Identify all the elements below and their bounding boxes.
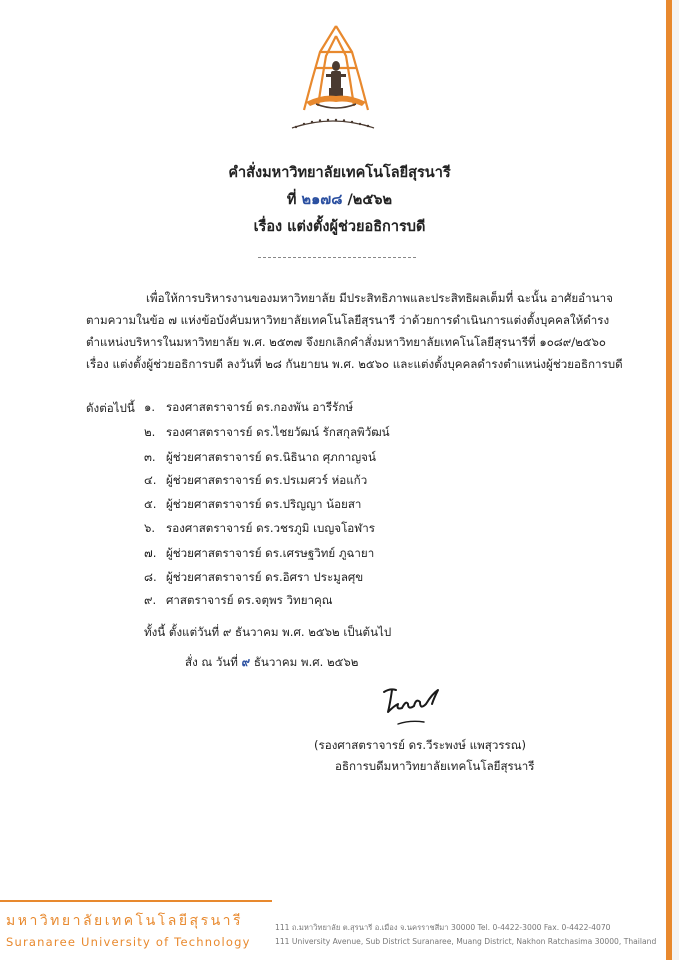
order-number-prefix: ที่ [286,192,297,208]
order-subject: เรื่อง แต่งตั้งผู้ช่วยอธิการบดี [253,219,426,235]
list-item: ๓. ผู้ช่วยศาสตราจารย์ ดร.นิธินาถ ศุภกาญจน์ [144,450,376,464]
footer-divider [0,900,272,902]
list-item: ๔. ผู้ช่วยศาสตราจารย์ ดร.ปรเมศวร์ ห่อแก้ว [144,473,368,487]
list-item: ๙. ศาสตราจารย์ ดร.จตุพร วิทยาคุณ [144,593,333,607]
ordered-prefix: สั่ง ณ วันที่ [185,655,238,669]
footer-address-th: 111 ถ.มหาวิทยาลัย ต.สุรนารี อ.เมือง จ.นครราชสีมา 30000 Tel. 0-4422-3000 Fax. 0-4422-4070 [275,923,611,932]
list-item: ๗. ผู้ช่วยศาสตราจารย์ ดร.เศรษฐวิทย์ ภูฉายา [144,546,375,560]
order-heading: คำสั่งมหาวิทยาลัยเทคโนโลยีสุรนารี [228,165,451,181]
body-line: ดังต่อไปนี้ [86,401,135,415]
signer-name: (รองศาสตราจารย์ ดร.วีระพงษ์ แพสุวรรณ) [314,738,527,752]
order-number-line [0,188,679,211]
body-line: ตามความในข้อ ๗ แห่งข้อบังคับมหาวิทยาลัยเทคโนโลยีสุรนารี ว่าด้วยการดำเนินการแต่งตั้งบุคคลให้ดำรง [86,313,610,327]
heading-divider [258,257,416,258]
footer-university-name-th: มหาวิทยาลัยเทคโนโลยีสุรนารี [6,913,244,929]
signer-title: อธิการบดีมหาวิทยาลัยเทคโนโลยีสุรนารี [335,759,535,773]
body-line: เรื่อง แต่งตั้งผู้ช่วยอธิการบดี ลงวันที่ ๒๘ กันยายน พ.ศ. ๒๕๖๐ และแต่งตั้งบุคคลดำรงตำแหน่งผู้ช่วยอธิการบดี [86,357,623,371]
list-item: ๖. รองศาสตราจารย์ ดร.วชรภูมิ เบญจโอฬาร [144,521,375,535]
list-item: ๘. ผู้ช่วยศาสตราจารย์ ดร.อิศรา ประมูลศุข [144,570,364,584]
ordered-date-line [185,654,358,672]
university-logo-wordmark [288,112,378,134]
ordered-suffix: ธันวาคม พ.ศ. ๒๕๖๒ [253,655,359,669]
order-number-handwritten: ๒๑๗๘ [301,192,343,208]
footer-address-en: 111 University Avenue, Sub District Suranaree, Muang District, Nakhon Ratchasima 30000, Thailand [275,937,657,946]
body-line: เพื่อให้การบริหารงานของมหาวิทยาลัย มีประสิทธิภาพและประสิทธิผลเต็มที่ ฉะนั้น อาศัยอำนาจ [146,291,613,305]
page-edge-shadow [672,0,679,960]
signature-image [376,680,456,730]
footer-university-name-en: Suranaree University of Technology [6,935,251,949]
list-item: ๑. รองศาสตราจารย์ ดร.กองพัน อารีรักษ์ [144,400,354,414]
ordered-day-handwritten: ๙ [241,655,251,669]
order-number-suffix: /๒๕๖๒ [347,192,393,208]
effective-date: ทั้งนี้ ตั้งแต่วันที่ ๙ ธันวาคม พ.ศ. ๒๕๖๒ เป็นต้นไป [144,625,392,639]
list-item: ๒. รองศาสตราจารย์ ดร.ไชยวัฒน์ รักสกุลพิวัฒน์ [144,425,390,439]
list-item: ๕. ผู้ช่วยศาสตราจารย์ ดร.ปริญญา น้อยสา [144,497,362,511]
body-line: ตำแหน่งบริหารในมหาวิทยาลัย พ.ศ. ๒๕๓๗ จึงยกเลิกคำสั่งมหาวิทยาลัยเทคโนโลยีสุรนารีที่ ๑๐๘๙/๒๕๖๐ [86,335,606,349]
